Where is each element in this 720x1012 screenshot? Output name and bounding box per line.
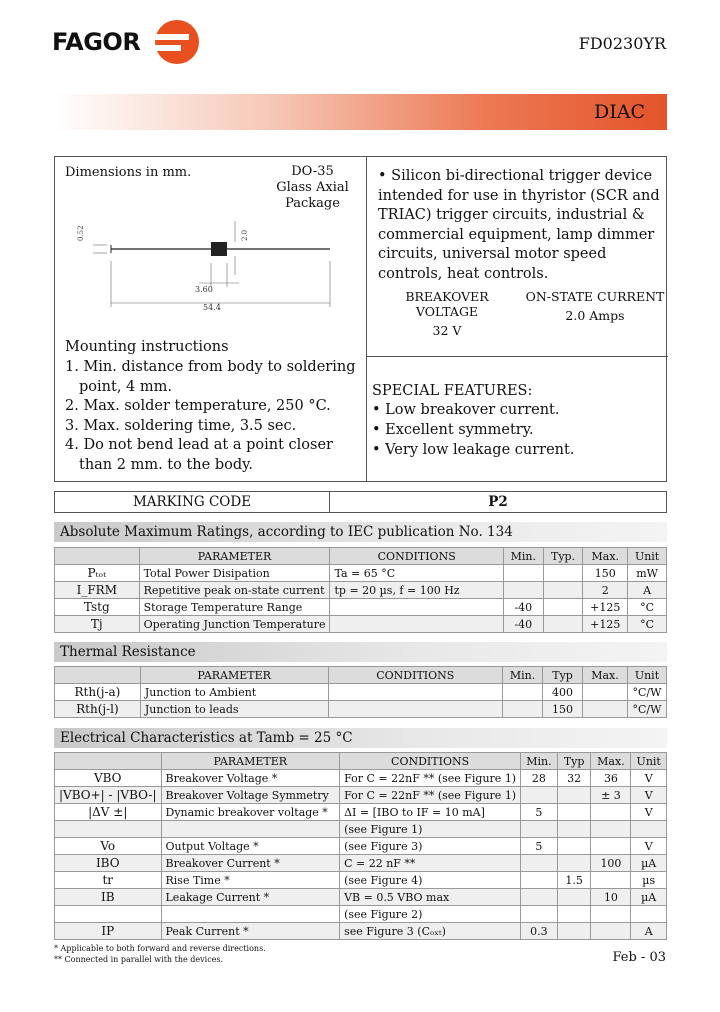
table-cell: 32 <box>557 770 591 787</box>
symbol-cell: tr <box>55 872 162 889</box>
table-cell <box>328 684 503 701</box>
table-header-cell: PARAMETER <box>139 548 330 565</box>
table-row <box>55 889 667 906</box>
table-cell <box>521 872 558 889</box>
table-header-cell: Unit <box>627 667 666 684</box>
table-cell: 5 <box>521 838 558 855</box>
special-title: SPECIAL FEATURES: <box>372 383 533 399</box>
table-header-cell: Unit <box>628 548 667 565</box>
symbol-cell: Vo <box>55 838 162 855</box>
table-header-row <box>55 753 667 770</box>
table-cell: -40 <box>503 599 543 616</box>
table-cell <box>330 616 503 633</box>
package-drawing <box>75 201 335 316</box>
table-cell: µA <box>631 855 667 872</box>
table-cell <box>521 821 558 838</box>
table-cell <box>583 701 628 718</box>
table-cell: For C = 22nF ** (see Figure 1) <box>340 770 521 787</box>
dimensions-label: Dimensions in mm. <box>65 165 192 180</box>
fagor-logo-mark <box>155 20 199 64</box>
table-cell: V <box>631 787 667 804</box>
table-cell: V <box>631 804 667 821</box>
table-cell: µs <box>631 872 667 889</box>
table-cell <box>543 599 583 616</box>
symbol-cell: Rth(j-a) <box>55 684 141 701</box>
dim-total-length: 54.4 <box>203 303 221 312</box>
mounting-title: Mounting instructions <box>65 339 229 355</box>
fagor-logo <box>52 18 212 64</box>
table-cell: see Figure 3 (Cₒₓₜ) <box>340 923 521 940</box>
table-cell: +125 <box>583 616 628 633</box>
table-cell: Storage Temperature Range <box>139 599 330 616</box>
category-title: DIAC <box>594 101 645 123</box>
table-cell: Repetitive peak on-state current <box>139 582 330 599</box>
table-cell: Peak Current * <box>161 923 340 940</box>
symbol-cell <box>55 821 162 838</box>
table-row <box>55 684 667 701</box>
mounting-item: 1. Min. distance from body to soldering point, 4 mm. <box>65 359 356 395</box>
table-header-row <box>55 548 667 565</box>
table-row <box>55 582 667 599</box>
table-header-cell <box>55 753 162 770</box>
mounting-item: 2. Max. solder temperature, 250 °C. <box>65 398 331 414</box>
table-cell <box>591 821 631 838</box>
footnote-1: * Applicable to both forward and reverse directions. <box>54 944 266 953</box>
special-features <box>372 383 662 460</box>
symbol-cell: VBO <box>55 770 162 787</box>
symbol-cell <box>55 906 162 923</box>
table-cell: ± 3 <box>591 787 631 804</box>
part-number: FD0230YR <box>578 34 666 53</box>
table-cell <box>503 684 543 701</box>
table-header-cell <box>55 548 140 565</box>
symbol-cell: |ΔV ±| <box>55 804 162 821</box>
table-cell <box>631 906 667 923</box>
table-cell: Dynamic breakover voltage * <box>161 804 340 821</box>
table-header-cell: Min. <box>503 667 543 684</box>
feature-item: • Excellent symmetry. <box>372 422 534 438</box>
table-cell: 28 <box>521 770 558 787</box>
table-header-cell: Max. <box>583 667 628 684</box>
table-cell: 400 <box>543 684 583 701</box>
feature-item: • Very low leakage current. <box>372 442 575 458</box>
table-cell: Ta = 65 °C <box>330 565 503 582</box>
table-cell: V <box>631 838 667 855</box>
table-cell: (see Figure 4) <box>340 872 521 889</box>
table-cell: A <box>631 923 667 940</box>
table-cell <box>543 616 583 633</box>
table-cell: Junction to leads <box>140 701 328 718</box>
table-header-cell <box>55 667 141 684</box>
table-header-cell: Min. <box>521 753 558 770</box>
table-cell: Rise Time * <box>161 872 340 889</box>
table-cell: °C/W <box>627 684 666 701</box>
table-header-cell: Min. <box>503 548 543 565</box>
table-cell: C = 22 nF ** <box>340 855 521 872</box>
svg-text:2.0: 2.0 <box>241 229 249 241</box>
table-cell: Breakover Voltage * <box>161 770 340 787</box>
svg-text:0.52: 0.52 <box>77 225 85 241</box>
table-cell <box>591 906 631 923</box>
abs-max-title: Absolute Maximum Ratings, according to IEC publication No. 134 <box>54 522 667 542</box>
table-cell: °C <box>628 616 667 633</box>
table-cell: 5 <box>521 804 558 821</box>
revision-date: Feb - 03 <box>612 950 666 965</box>
table-cell: 150 <box>543 701 583 718</box>
table-cell <box>328 701 503 718</box>
onstate-value: 2.0 Amps <box>565 308 625 323</box>
table-cell: Junction to Ambient <box>140 684 328 701</box>
table-cell <box>557 855 591 872</box>
symbol-cell: Tstg <box>55 599 140 616</box>
table-row <box>55 787 667 804</box>
table-cell <box>161 906 340 923</box>
table-cell: 10 <box>591 889 631 906</box>
table-cell <box>521 906 558 923</box>
marking-code-row <box>54 491 667 513</box>
table-header-cell: CONDITIONS <box>330 548 503 565</box>
table-row <box>55 701 667 718</box>
table-header-cell: Unit <box>631 753 667 770</box>
table-cell: VB = 0.5 VBO max <box>340 889 521 906</box>
symbol-cell: |VBO+| - |VBO-| <box>55 787 162 804</box>
brand-name: FAGOR <box>52 28 141 56</box>
table-cell <box>503 582 543 599</box>
table-cell: °C <box>628 599 667 616</box>
table-row <box>55 804 667 821</box>
table-cell <box>521 889 558 906</box>
symbol-cell: I_FRM <box>55 582 140 599</box>
table-cell: 2 <box>583 582 628 599</box>
electrical-title: Electrical Characteristics at Tamb = 25 °C <box>54 728 667 748</box>
table-header-cell: Typ <box>557 753 591 770</box>
table-row <box>55 616 667 633</box>
thermal-title: Thermal Resistance <box>54 642 667 662</box>
thermal-table <box>54 666 667 718</box>
table-header-cell: Max. <box>583 548 628 565</box>
table-cell <box>557 838 591 855</box>
mounting-item: 3. Max. soldering time, 3.5 sec. <box>65 417 297 434</box>
table-row <box>55 565 667 582</box>
table-cell <box>543 582 583 599</box>
table-row <box>55 872 667 889</box>
table-cell: Total Power Disipation <box>139 565 330 582</box>
table-cell: 100 <box>591 855 631 872</box>
overview-box <box>54 156 667 482</box>
table-cell: (see Figure 1) <box>340 821 521 838</box>
table-row <box>55 906 667 923</box>
table-cell: µA <box>631 889 667 906</box>
abs-max-table <box>54 547 667 633</box>
footnote-2: ** Connected in parallel with the devices. <box>54 955 224 964</box>
package-name: DO-35 Glass Axial Package <box>276 164 349 211</box>
table-cell <box>591 923 631 940</box>
symbol-cell: IP <box>55 923 162 940</box>
symbol-cell: IBO <box>55 855 162 872</box>
mounting-item: 4. Do not bend lead at a point closer than 2 mm. to the body. <box>65 437 333 473</box>
table-cell: +125 <box>583 599 628 616</box>
table-cell: -40 <box>503 616 543 633</box>
table-header-cell: Max. <box>591 753 631 770</box>
table-header-cell: CONDITIONS <box>328 667 503 684</box>
table-cell <box>557 923 591 940</box>
marking-label: MARKING CODE <box>132 494 252 510</box>
table-header-cell: Typ. <box>543 548 583 565</box>
table-header-cell: PARAMETER <box>140 667 328 684</box>
device-description: • Silicon bi-directional trigger device intended for use in thyristor (SCR and TRIAC) trigger circuits, industrial & commercial equipment, lamp dimmer circuits, universal motor speed controls, heat controls. <box>378 168 660 282</box>
table-row <box>55 770 667 787</box>
table-cell <box>557 821 591 838</box>
table-header-cell: Typ <box>543 667 583 684</box>
category-banner <box>54 94 667 130</box>
table-cell: ΔI = [IBO to IF = 10 mA] <box>340 804 521 821</box>
table-cell: (see Figure 2) <box>340 906 521 923</box>
breakover-label: BREAKOVER VOLTAGE <box>405 289 489 319</box>
electrical-table <box>54 752 667 940</box>
symbol-cell: Rth(j-l) <box>55 701 141 718</box>
table-row <box>55 838 667 855</box>
onstate-spec <box>525 289 665 323</box>
table-cell: 1.5 <box>557 872 591 889</box>
table-row <box>55 599 667 616</box>
footnotes <box>54 943 266 965</box>
table-cell <box>557 906 591 923</box>
table-cell <box>161 821 340 838</box>
table-cell <box>543 565 583 582</box>
table-cell: A <box>628 582 667 599</box>
table-cell <box>583 684 628 701</box>
table-cell: V <box>631 770 667 787</box>
marking-value: P2 <box>488 494 508 510</box>
table-cell <box>631 821 667 838</box>
symbol-cell: Tj <box>55 616 140 633</box>
symbol-cell: IB <box>55 889 162 906</box>
feature-item: • Low breakover current. <box>372 402 560 418</box>
table-row <box>55 821 667 838</box>
table-cell: 36 <box>591 770 631 787</box>
table-cell: 150 <box>583 565 628 582</box>
table-cell: 0.3 <box>521 923 558 940</box>
table-cell <box>591 872 631 889</box>
table-cell: For C = 22nF ** (see Figure 1) <box>340 787 521 804</box>
table-header-cell: CONDITIONS <box>340 753 521 770</box>
table-cell <box>557 804 591 821</box>
breakover-spec <box>377 289 517 338</box>
table-cell: Operating Junction Temperature <box>139 616 330 633</box>
table-cell: (see Figure 3) <box>340 838 521 855</box>
table-cell: °C/W <box>627 701 666 718</box>
mounting-instructions <box>65 339 360 475</box>
table-cell <box>591 838 631 855</box>
dim-body-length: 3.60 <box>195 285 213 294</box>
table-cell: Breakover Current * <box>161 855 340 872</box>
table-cell: mW <box>628 565 667 582</box>
table-cell <box>521 855 558 872</box>
symbol-cell: Pₜₒₜ <box>55 565 140 582</box>
table-cell <box>330 599 503 616</box>
table-cell: Leakage Current * <box>161 889 340 906</box>
table-cell: Output Voltage * <box>161 838 340 855</box>
onstate-label: ON-STATE CURRENT <box>525 289 665 304</box>
table-cell: Breakover Voltage Symmetry <box>161 787 340 804</box>
table-header-row <box>55 667 667 684</box>
table-row <box>55 923 667 940</box>
table-cell: tp = 20 µs, f = 100 Hz <box>330 582 503 599</box>
table-cell <box>503 565 543 582</box>
table-cell <box>503 701 543 718</box>
table-row <box>55 855 667 872</box>
table-cell <box>521 787 558 804</box>
table-header-cell: PARAMETER <box>161 753 340 770</box>
breakover-value: 32 V <box>432 323 462 338</box>
table-cell <box>557 889 591 906</box>
table-cell <box>557 787 591 804</box>
table-cell <box>591 804 631 821</box>
